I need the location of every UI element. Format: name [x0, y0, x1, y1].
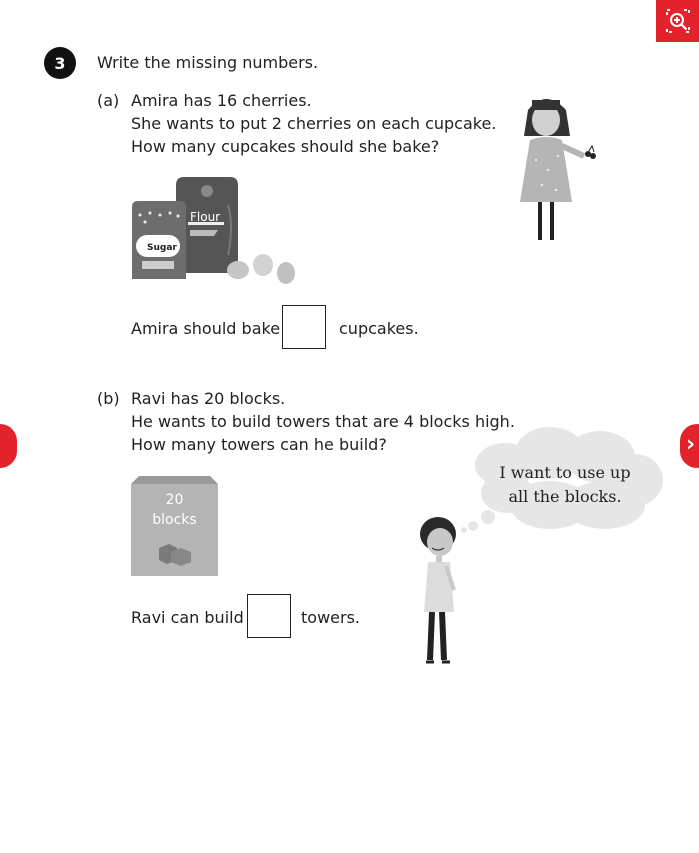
sugar-bag: [132, 201, 186, 279]
part-a-label: (a): [97, 91, 120, 110]
part-a-line-1: Amira has 16 cherries.: [131, 91, 312, 110]
part-a-answer-suffix: cupcakes.: [339, 319, 419, 338]
amira-girl-illustration: [518, 90, 608, 245]
blocks-box-number: 20: [165, 492, 184, 508]
part-a-answer-prefix: Amira should bake: [131, 319, 281, 338]
zoom-in-icon: [665, 8, 691, 34]
part-a-answer-box[interactable]: [282, 305, 326, 349]
previous-page-button[interactable]: [0, 424, 17, 468]
part-a-line-2: She wants to put 2 cherries on each cupcake.: [131, 114, 497, 133]
part-b-answer-prefix: Ravi can build: [131, 608, 244, 627]
sugar-label: Sugar: [147, 243, 177, 253]
part-b-line-2: He wants to build towers that are 4 blocks high.: [131, 412, 515, 431]
thought-line-2: all the blocks.: [508, 487, 622, 506]
thought-line-1: I want to use up: [499, 463, 631, 482]
part-b-line-1: Ravi has 20 blocks.: [131, 389, 286, 408]
part-b-answer-box[interactable]: [247, 594, 291, 638]
chevron-right-icon: ›: [686, 432, 696, 457]
question-number-badge: 3: [44, 47, 76, 79]
part-a-line-3: How many cupcakes should she bake?: [131, 137, 440, 156]
part-b-line-3: How many towers can he build?: [131, 435, 387, 454]
ravi-boy-illustration: [412, 512, 472, 670]
baking-ingredients-illustration: [128, 175, 303, 290]
blocks-box-illustration: [131, 476, 218, 576]
question-instruction: Write the missing numbers.: [97, 53, 319, 72]
part-b-label: (b): [97, 389, 120, 408]
blocks-box-word: blocks: [152, 512, 197, 528]
next-page-button[interactable]: [680, 424, 699, 468]
part-b-answer-suffix: towers.: [301, 608, 360, 627]
flour-label: Flour: [190, 210, 221, 224]
zoom-button[interactable]: [656, 0, 699, 42]
